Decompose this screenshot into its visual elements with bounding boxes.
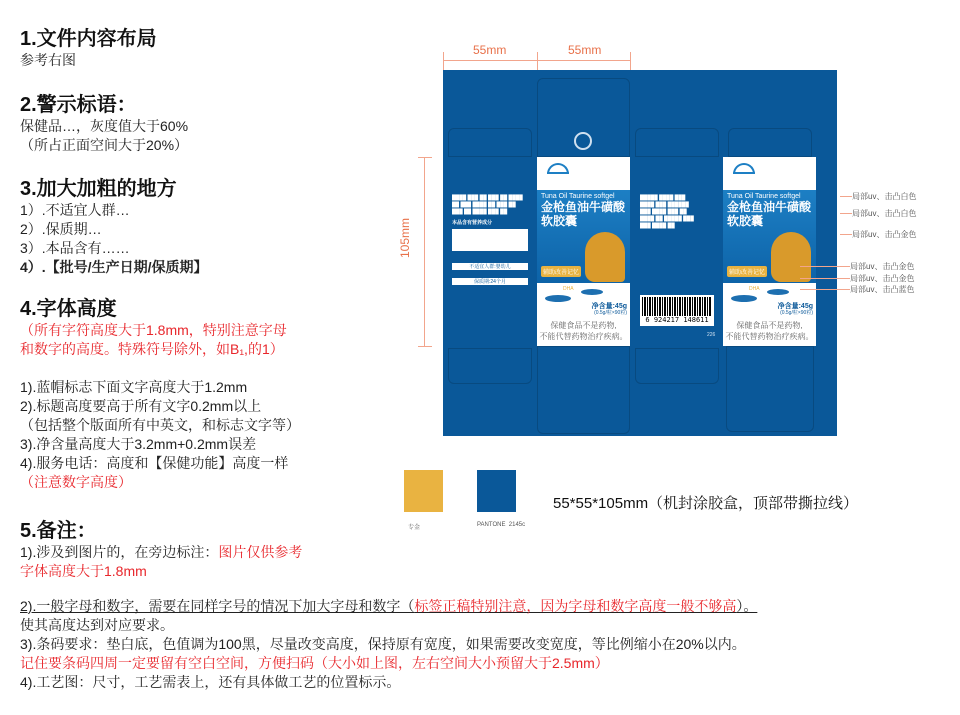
side-panel-left: ████ ███ ██ ███ ██ ████ ██ ███ ████ ██ ███ ██ ███ ██ ████ ███ ██ 本品含有营养成分 不适宜人群:婴幼儿 保质期:24个月 — [452, 195, 528, 285]
text-line: 4).服务电话：高度和【保健功能】高度一样 — [20, 455, 289, 471]
fish-icon — [767, 289, 789, 295]
net-content: 净含量:45g — [591, 303, 627, 310]
section-font-height — [20, 292, 300, 492]
bottom-flap — [726, 346, 814, 432]
section-warning — [20, 88, 188, 155]
dust-flap — [635, 128, 719, 157]
text-line: 使其高度达到对应要求。 — [20, 617, 174, 633]
annotation: 局部uv、击凸金色 — [850, 274, 915, 283]
text-line: 2).一般字母和数字，需要在同样字号的情况下加大字母和数字（ — [20, 598, 415, 614]
bottom-flap — [537, 346, 630, 434]
swatch-label: PANTONE 2145c — [477, 522, 526, 528]
swatch-label: 专金 — [408, 525, 421, 531]
page-number: 226 — [707, 332, 716, 338]
text-line: 1）.不适宜人群… — [20, 202, 130, 218]
text-line: 2）.保质期… — [20, 221, 102, 237]
unsuitable-label: 不适宜人群:婴幼儿 — [452, 263, 528, 270]
product-name-cn-2: 软胶囊 — [541, 214, 578, 228]
note: （注意数字高度） — [20, 474, 132, 490]
text-line: 3).条码要求：垫白底，色值调为100黑，尽量改变高度，保持原有宽度，如果需要改变宽度，等比例缩小在20%以内。 — [20, 636, 746, 652]
product-name-cn: 金枪鱼油牛磺酸 — [541, 200, 626, 214]
note: 记住要条码四周一定要留有空白空间，方便扫码（大小如上图，左右空间大小预留大于2.5mm） — [20, 655, 609, 671]
child-head-image — [585, 232, 625, 282]
dha-label: DHA — [749, 286, 760, 292]
barcode-number: 6 924217 148611 — [645, 316, 709, 324]
heading: 3.加大加粗的地方 — [20, 178, 177, 200]
dimension-tick — [443, 52, 444, 72]
heading: 2.警示标语： — [20, 94, 137, 116]
text-line: （包括整个版面所有中英文，和标志文字等） — [20, 417, 300, 433]
text-line: 1).蓝帽标志下面文字高度大于1.2mm — [20, 379, 248, 395]
product-name-en: Tuna Oil Taurine softgel — [727, 193, 801, 200]
note: 字体高度大于1.8mm — [20, 563, 147, 579]
dimension-line — [424, 157, 425, 346]
bottom-notes — [20, 597, 757, 692]
note: （所有字符高度大于1.8mm，特别注意字母 — [20, 322, 287, 338]
dimension-tick — [418, 346, 432, 347]
warning-line-2: 不能代替药物治疗疾病。 — [539, 332, 628, 341]
barcode — [640, 295, 714, 326]
front-panel — [537, 157, 630, 346]
brand-logo-icon — [733, 163, 755, 174]
barcode-bars — [642, 297, 712, 316]
dimension-tick — [537, 52, 538, 72]
section-remarks — [20, 514, 302, 581]
warning-line-1: 保健食品不是药物, — [550, 321, 617, 330]
fish-icon — [581, 289, 603, 295]
text-line: 3).净含量高度大于3.2mm+0.2mm误差 — [20, 436, 257, 452]
text-line: 保健品…，灰度值大于60% — [20, 118, 189, 134]
section-bold — [20, 172, 207, 277]
text-line: 2).标题高度要高于所有文字0.2mm以上 — [20, 398, 262, 414]
function-badge: 辅助改善记忆 — [541, 266, 581, 277]
fish-icon — [545, 295, 571, 302]
text-line: ）。 — [736, 598, 758, 614]
dust-flap — [448, 128, 532, 157]
heading: 5.备注： — [20, 520, 97, 542]
dust-flap — [728, 128, 812, 157]
dimension-height: 105mm — [398, 217, 412, 258]
heading: 1.文件内容布局 — [20, 28, 157, 50]
text-line: 4).工艺图：尺寸，工艺需表上，还有具体做工艺的位置标示。 — [20, 674, 401, 690]
section-layout — [20, 22, 157, 70]
function-badge: 辅助改善记忆 — [727, 266, 767, 277]
side-panel-right: █████ ████ ███ ████ ███ ██████ ███ ████ ███ ██ ████ ██ █████ ███ ███ ████ ██ — [640, 195, 694, 229]
note: 标签正稿特别注意，因为字母和数字高度一般不够高 — [414, 598, 737, 614]
annotation: 局部uv、击凸白色 — [852, 192, 917, 201]
shelf-life-label: 保质期:24个月 — [452, 278, 528, 285]
dimension-tick — [418, 157, 432, 158]
color-swatch-blue — [477, 470, 516, 512]
dimension-width-1: 55mm — [473, 43, 507, 57]
brand-logo-icon — [547, 163, 569, 174]
annotation: 局部uv、击凸金色 — [850, 262, 915, 271]
warning-line-1: 保健食品不是药物, — [736, 321, 803, 330]
text-line: 1).涉及到图片的，在旁边标注： — [20, 544, 219, 560]
text-line: 3）.本品含有…… — [20, 240, 130, 256]
fish-icon — [731, 295, 757, 302]
net-content-sub: (0.5g/粒×90粒) — [780, 310, 813, 316]
box-spec: 55*55*105mm（机封涂胶盒，顶部带撕拉线） — [553, 495, 859, 512]
heading: 4.字体高度 — [20, 298, 117, 320]
child-head-image — [771, 232, 811, 282]
dimension-width-2: 55mm — [568, 43, 602, 57]
annotation: 局部uv、击凸金色 — [852, 230, 917, 239]
product-name-cn-2: 软胶囊 — [727, 214, 764, 228]
nutrition-heading: 本品含有营养成分 — [452, 220, 493, 226]
annotation: 局部uv、击凸白色 — [852, 209, 917, 218]
warning-line-2: 不能代替药物治疗疾病。 — [725, 332, 814, 341]
dimension-tick — [630, 52, 631, 72]
front-panel — [723, 157, 816, 346]
note: 和数字的高度。特殊符号除外，如B₁,的1） — [20, 341, 284, 357]
blue-hat-logo-icon — [574, 132, 592, 150]
net-content-sub: (0.5g/粒×90粒) — [594, 310, 627, 316]
product-name-cn: 金枪鱼油牛磺酸 — [727, 200, 812, 214]
bottom-flap — [635, 348, 719, 384]
net-content: 净含量:45g — [777, 303, 813, 310]
annotation: 局部uv、击凸蓝色 — [850, 285, 915, 294]
product-name-en: Tuna Oil Taurine softgel — [541, 193, 615, 200]
bottom-flap — [448, 348, 532, 384]
text-line: （所占正面空间大于20%） — [20, 137, 189, 153]
text-line: 4）.【批号/生产日期/保质期】 — [20, 259, 208, 275]
note: 图片仅供参考 — [218, 544, 303, 560]
text-line: 参考右图 — [20, 52, 76, 68]
dha-label: DHA — [563, 286, 574, 292]
nutrition-table — [452, 229, 528, 251]
color-swatch-gold — [404, 470, 443, 512]
